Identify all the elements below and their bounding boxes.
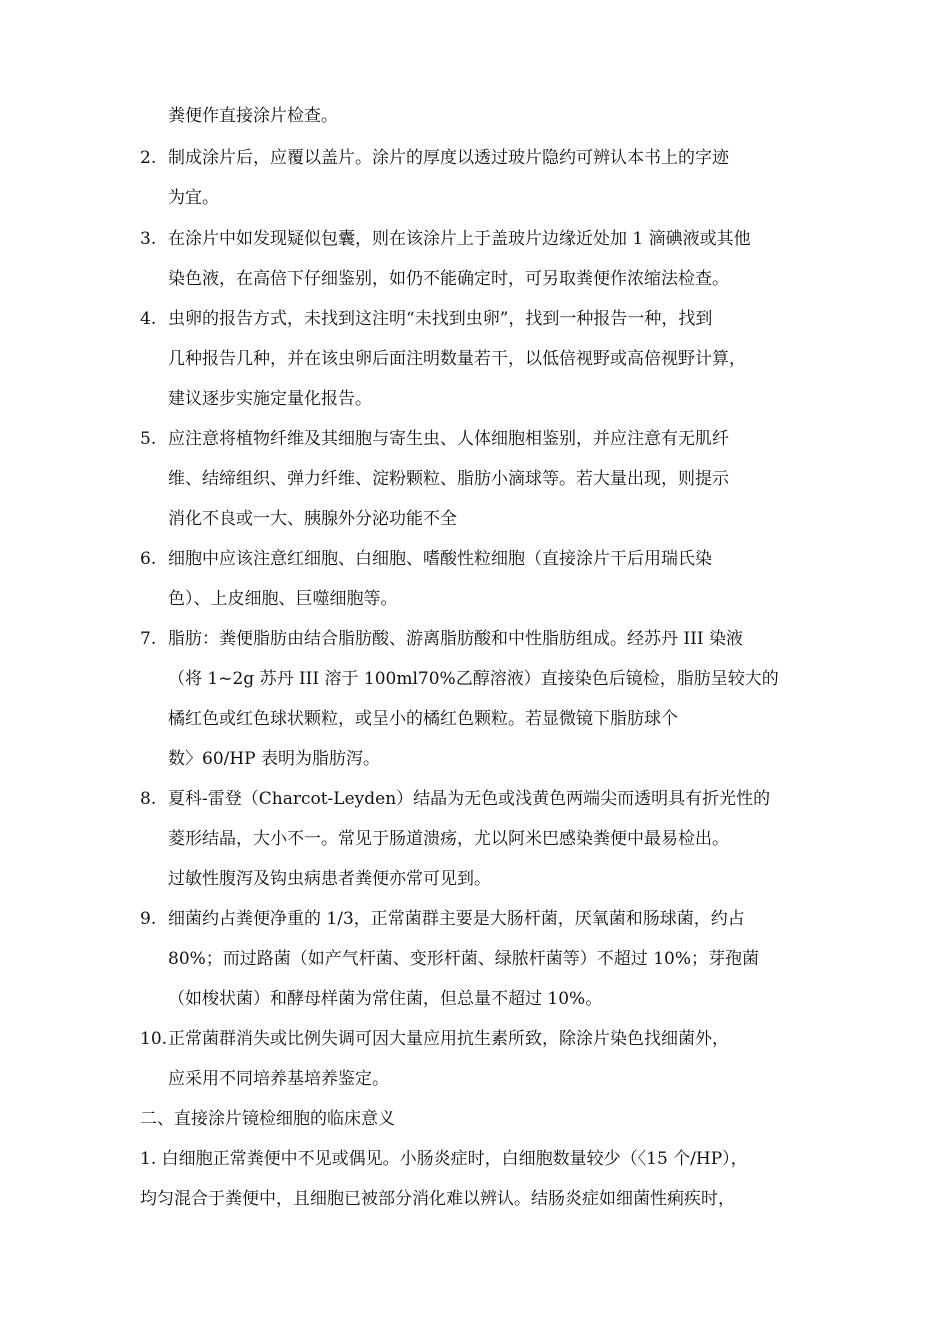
item-5-line-3: 消化不良或一大、胰腺外分泌功能不全 bbox=[168, 509, 457, 529]
item-10-number: 10. bbox=[140, 1029, 168, 1049]
item-5-line-1: 应注意将植物纤维及其细胞与寄生虫、人体细胞相鉴别，并应注意有无肌纤 bbox=[168, 429, 729, 449]
item-5-number: 5. bbox=[140, 429, 157, 449]
item-8-line-3: 过敏性腹泻及钩虫病患者粪便亦常可见到。 bbox=[168, 869, 491, 889]
item-2-line-1: 制成涂片后，应覆以盖片。涂片的厚度以透过玻片隐约可辨认本书上的字迹 bbox=[168, 148, 729, 168]
item-8-line-2: 菱形结晶，大小不一。常见于肠道溃疡，尤以阿米巴感染粪便中最易检出。 bbox=[168, 829, 729, 849]
item-6-line-1: 细胞中应该注意红细胞、白细胞、嗜酸性粒细胞（直接涂片干后用瑞氏染 bbox=[168, 549, 712, 569]
item-6-number: 6. bbox=[140, 549, 157, 569]
item-2-number: 2. bbox=[140, 148, 157, 168]
section-heading: 二、直接涂片镜检细胞的临床意义 bbox=[140, 1109, 395, 1129]
item-10-line-1: 正常菌群消失或比例失调可因大量应用抗生素所致，除涂片染色找细菌外， bbox=[168, 1029, 729, 1049]
item-3-line-1: 在涂片中如发现疑似包囊，则在该涂片上于盖玻片边缘近处加 1 滴碘液或其他 bbox=[168, 229, 751, 249]
item-4-line-3: 建议逐步实施定量化报告。 bbox=[168, 389, 372, 409]
item-8-line-1: 夏科-雷登（Charcot-Leyden）结晶为无色或浅黄色两端尖而透明具有折光性的 bbox=[168, 789, 771, 809]
item-4-line-2: 几种报告几种，并在该虫卵后面注明数量若干，以低倍视野或高倍视野计算， bbox=[168, 349, 746, 369]
item-3-line-2: 染色液，在高倍下仔细鉴别，如仍不能确定时，可另取粪便作浓缩法检查。 bbox=[168, 269, 729, 289]
item-10-line-2: 应采用不同培养基培养鉴定。 bbox=[168, 1069, 389, 1089]
item-7-line-2: （将 1~2g 苏丹 III 溶于 100ml70%乙醇溶液）直接染色后镜检，脂肪呈较大的 bbox=[168, 669, 779, 689]
item-6-line-2: 色）、上皮细胞、巨噬细胞等。 bbox=[168, 589, 398, 609]
item-5-line-2: 维、结缔组织、弹力纤维、淀粉颗粒、脂肪小滴球等。若大量出现，则提示 bbox=[168, 469, 729, 489]
item-9-line-3: （如梭状菌）和酵母样菌为常住菌，但总量不超过 10%。 bbox=[168, 989, 603, 1009]
item-9-number: 9. bbox=[140, 909, 157, 929]
item-7-number: 7. bbox=[140, 629, 157, 649]
item-4-line-1: 虫卵的报告方式，未找到这注明“未找到虫卵”，找到一种报告一种，找到 bbox=[168, 309, 713, 329]
item-1-line-1: 粪便作直接涂片检查。 bbox=[168, 106, 338, 126]
item-9-line-1: 细菌约占粪便净重的 1/3，正常菌群主要是大肠杆菌，厌氧菌和肠球菌，约占 bbox=[168, 909, 745, 929]
section-paragraph-line-1: 1. 白细胞正常粪便中不见或偶见。小肠炎症时，白细胞数量较少（〈15 个/HP）， bbox=[140, 1149, 748, 1169]
item-2-line-2: 为宜。 bbox=[168, 188, 219, 208]
item-7-line-1: 脂肪：粪便脂肪由结合脂肪酸、游离脂肪酸和中性脂肪组成。经苏丹 III 染液 bbox=[168, 629, 743, 649]
item-8-number: 8. bbox=[140, 789, 157, 809]
item-9-line-2: 80%；而过路菌（如产气杆菌、变形杆菌、绿脓杆菌等）不超过 10%；芽孢菌 bbox=[168, 949, 759, 969]
item-7-line-4: 数〉60/HP 表明为脂肪泻。 bbox=[168, 749, 381, 769]
item-3-number: 3. bbox=[140, 229, 157, 249]
item-4-number: 4. bbox=[140, 309, 157, 329]
item-7-line-3: 橘红色或红色球状颗粒，或呈小的橘红色颗粒。若显微镜下脂肪球个 bbox=[168, 709, 678, 729]
section-paragraph-line-2: 均匀混合于粪便中，且细胞已被部分消化难以辨认。结肠炎症如细菌性痢疾时， bbox=[140, 1189, 735, 1209]
